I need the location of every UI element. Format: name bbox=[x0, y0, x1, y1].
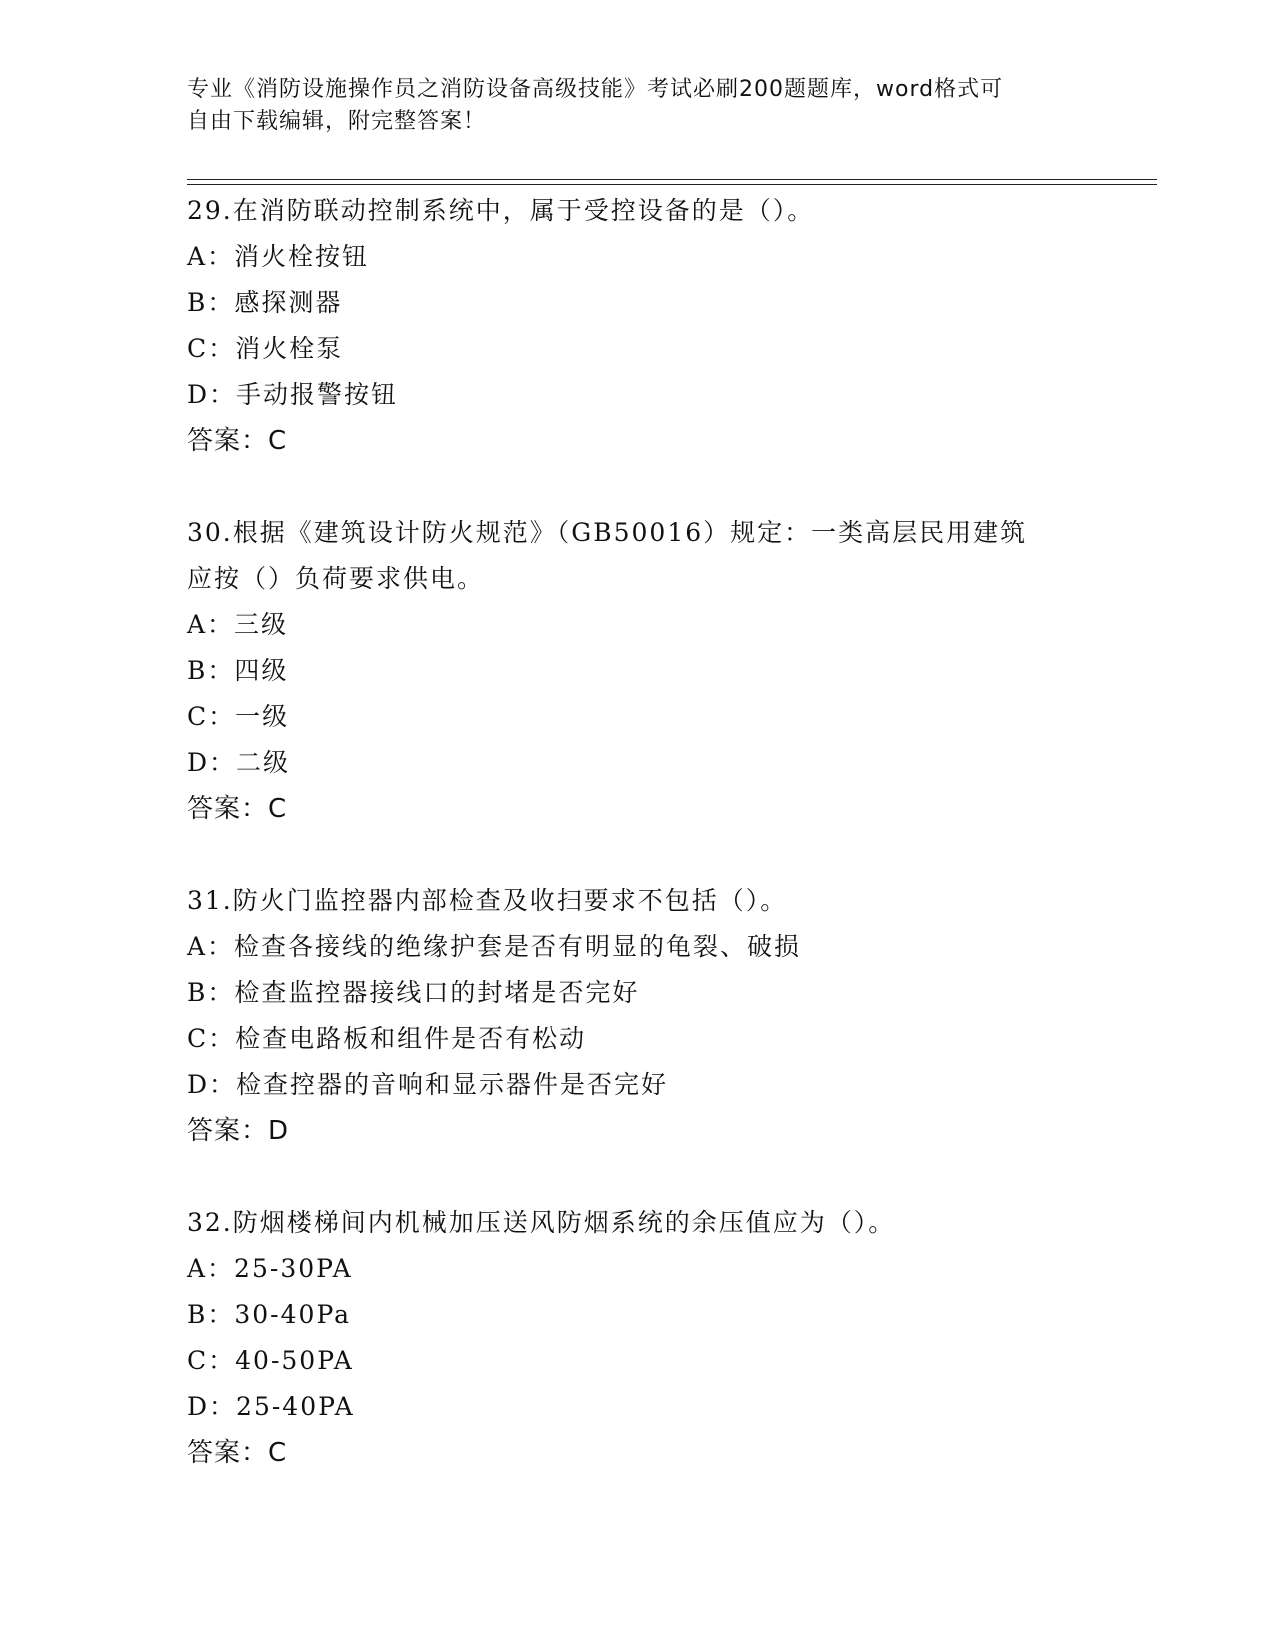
question-list bbox=[187, 188, 1087, 1522]
question-stem: 32.防烟楼梯间内机械加压送风防烟系统的余压值应为（）。 bbox=[187, 1208, 896, 1237]
option-d: D：二级 bbox=[187, 748, 291, 777]
option-d: D：检查控器的音响和显示器件是否完好 bbox=[187, 1070, 669, 1099]
option-c: C：消火栓泵 bbox=[187, 334, 344, 363]
answer-line: 答案：C bbox=[187, 426, 288, 456]
answer-line: 答案：C bbox=[187, 1438, 288, 1468]
question-stem-continued: 应按（）负荷要求供电。 bbox=[187, 564, 485, 593]
option-c: C：检查电路板和组件是否有松动 bbox=[187, 1024, 587, 1053]
header-line-1: 专业《消防设施操作员之消防设备高级技能》考试必刷200题题库，word格式可 bbox=[187, 77, 1004, 102]
question-stem: 29.在消防联动控制系统中，属于受控设备的是（）。 bbox=[187, 196, 815, 225]
option-c: C：40-50PA bbox=[187, 1346, 354, 1375]
option-a: A：25-30PA bbox=[187, 1254, 353, 1283]
document-header bbox=[187, 74, 1067, 138]
header-divider-bottom bbox=[187, 184, 1157, 185]
option-d: D：25-40PA bbox=[187, 1392, 355, 1421]
option-a: A：三级 bbox=[187, 610, 289, 639]
option-d: D：手动报警按钮 bbox=[187, 380, 399, 409]
question-29 bbox=[187, 188, 1087, 464]
header-divider-top bbox=[187, 179, 1157, 180]
answer-line: 答案：D bbox=[187, 1116, 290, 1146]
question-30 bbox=[187, 510, 1087, 832]
option-b: B：检查监控器接线口的封堵是否完好 bbox=[187, 978, 640, 1007]
option-a: A：检查各接线的绝缘护套是否有明显的龟裂、破损 bbox=[187, 932, 802, 961]
answer-line: 答案：C bbox=[187, 794, 288, 824]
header-line-2: 自由下载编辑，附完整答案！ bbox=[187, 109, 487, 134]
option-b: B：四级 bbox=[187, 656, 289, 685]
question-31 bbox=[187, 878, 1087, 1154]
option-b: B：30-40Pa bbox=[187, 1300, 352, 1329]
option-a: A：消火栓按钮 bbox=[187, 242, 370, 271]
question-32 bbox=[187, 1200, 1087, 1476]
question-stem: 31.防火门监控器内部检查及收扫要求不包括（）。 bbox=[187, 886, 788, 915]
option-b: B：感探测器 bbox=[187, 288, 343, 317]
option-c: C：一级 bbox=[187, 702, 290, 731]
question-stem: 30.根据《建筑设计防火规范》（GB50016）规定：一类高层民用建筑 bbox=[187, 518, 1028, 547]
